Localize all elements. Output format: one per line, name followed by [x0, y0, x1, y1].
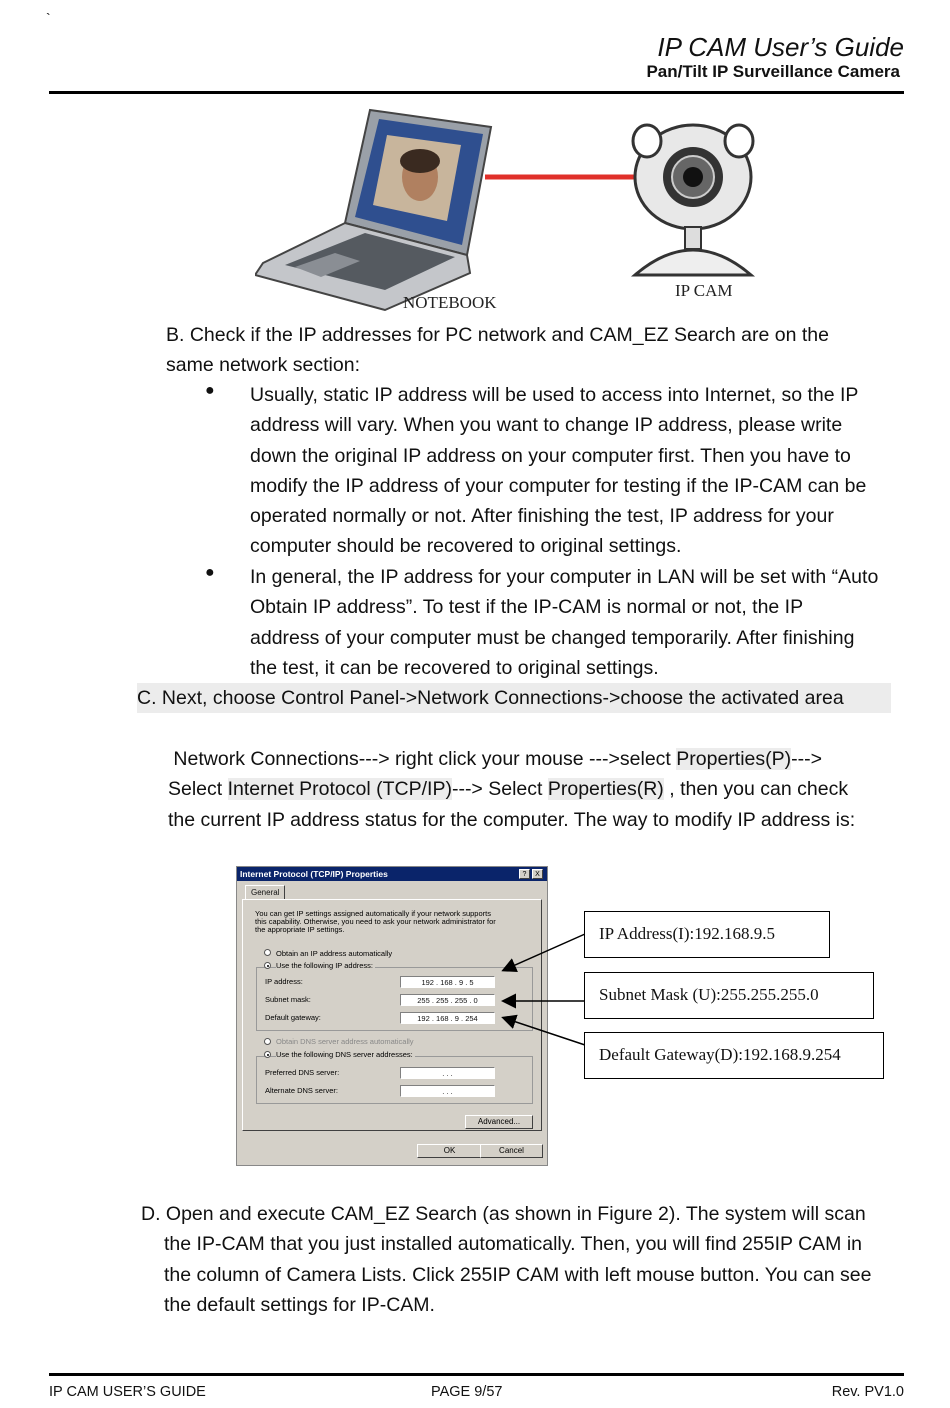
notebook-camera-illustration — [255, 105, 775, 315]
text-run: ---> Select — [451, 778, 548, 801]
close-button[interactable]: X — [532, 869, 543, 879]
header-title: IP CAM User’s Guide — [657, 32, 904, 62]
paragraph-line: the test, it can be recovered to original settings. — [250, 656, 659, 679]
camera-label: IP CAM — [675, 281, 733, 300]
paragraph-line — [168, 744, 855, 774]
paragraph-line: computer should be recovered to original settings. — [250, 535, 682, 558]
section-b-line: B. Check if the IP addresses for PC network and CAM_EZ Search are on the — [166, 324, 829, 346]
notebook-icon — [255, 110, 491, 310]
obtain-ip-radio[interactable] — [264, 949, 271, 956]
paragraph-line: down the original IP address on your computer first. Then you have to — [250, 444, 851, 467]
paragraph-line — [168, 774, 855, 804]
paragraph-line: the current IP address status for the computer. The way to modify IP address is: — [168, 808, 856, 831]
subnet-mask-label: Subnet mask: — [265, 995, 311, 1004]
use-ip-radio[interactable] — [264, 962, 271, 969]
section-b-line: same network section: — [166, 354, 361, 377]
section-c-paragraph — [168, 744, 855, 835]
ip-address-label: IP address: — [265, 977, 303, 986]
bullet-marker: ● — [205, 564, 215, 581]
alternate-dns-label: Alternate DNS server: — [265, 1086, 338, 1095]
header-tick: ` — [46, 10, 51, 26]
text-run: Network Connections---> right click your mouse --->select — [173, 748, 677, 770]
tab-general[interactable]: General — [245, 885, 285, 900]
bullet-paragraph-1 — [250, 380, 866, 562]
highlight-properties-r: Properties(R) — [547, 778, 664, 801]
section-c-heading: C. Next, choose Control Panel->Network Connections->choose the activated area — [137, 683, 891, 713]
bullet-paragraph-2 — [250, 562, 878, 683]
gateway-label: Default gateway: — [265, 1013, 321, 1022]
footer-left: IP CAM USER’S GUIDE — [49, 1384, 206, 1400]
use-dns-label: Use the following DNS server addresses: — [276, 1050, 413, 1059]
obtain-dns-label: Obtain DNS server address automatically — [276, 1037, 414, 1046]
arrow-ip — [504, 934, 585, 970]
paragraph-line: modify the IP address of your computer for testing if the IP-CAM can be — [250, 474, 867, 497]
section-b-heading — [166, 320, 829, 381]
obtain-dns-radio[interactable] — [264, 1038, 271, 1045]
preferred-dns-label: Preferred DNS server: — [265, 1068, 340, 1077]
paragraph-line: the column of Camera Lists. Click 255IP CAM with left mouse button. You can see — [164, 1263, 872, 1286]
use-ip-label: Use the following IP address: — [276, 961, 373, 970]
footer-page-number: PAGE 9/57 — [431, 1384, 503, 1400]
bullet-marker: ● — [205, 382, 215, 399]
paragraph-line: Obtain IP address”. To test if the IP-CAM is normal or not, the IP — [250, 596, 804, 619]
gateway-field[interactable]: 192 . 168 . 9 . 254 — [400, 1012, 495, 1024]
paragraph-line: address will vary. When you want to change IP address, please write — [250, 414, 843, 437]
advanced-button[interactable]: Advanced... — [465, 1115, 533, 1129]
intro-line: the appropriate IP settings. — [255, 925, 345, 934]
help-button[interactable]: ? — [519, 869, 530, 879]
callout-default-gateway: Default Gateway(D):192.168.9.254 — [584, 1032, 884, 1079]
header-rule — [49, 91, 904, 94]
dialog-title: Internet Protocol (TCP/IP) Properties — [237, 867, 547, 881]
paragraph-line: the default settings for IP-CAM. — [164, 1293, 435, 1316]
callout-subnet-mask: Subnet Mask (U):255.255.255.0 — [584, 972, 874, 1019]
ip-address-field[interactable]: 192 . 168 . 9 . 5 — [400, 976, 495, 988]
cancel-button[interactable]: Cancel — [480, 1144, 543, 1158]
text-run: , then you can check — [663, 778, 849, 801]
header-subtitle: Pan/Tilt IP Surveillance Camera — [646, 62, 900, 81]
text-run: ---> — [791, 748, 823, 770]
use-dns-radio[interactable] — [264, 1051, 271, 1058]
highlight-tcpip: Internet Protocol (TCP/IP) — [227, 778, 452, 801]
section-d-paragraph — [141, 1199, 871, 1320]
obtain-ip-label: Obtain an IP address automatically — [276, 949, 393, 958]
footer-rule — [49, 1373, 904, 1376]
text-run: Select — [168, 778, 228, 801]
paragraph-line: Usually, static IP address will be used to access into Internet, so the IP — [250, 384, 859, 406]
intro-line: this capability. Otherwise, you need to ask your network administrator for — [255, 917, 496, 926]
intro-line: You can get IP settings assigned automatically if your network supports — [255, 909, 491, 918]
paragraph-line: address of your computer must be changed temporarily. After finishing — [250, 626, 855, 649]
preferred-dns-field[interactable]: . . . — [400, 1067, 495, 1079]
alternate-dns-field[interactable]: . . . — [400, 1085, 495, 1097]
footer-revision: Rev. PV1.0 — [831, 1384, 904, 1400]
paragraph-line: D. Open and execute CAM_EZ Search (as shown in Figure 2). The system will scan — [141, 1203, 866, 1225]
highlight-properties-p: Properties(P) — [676, 748, 792, 770]
paragraph-line: In general, the IP address for your computer in LAN will be set with “Auto — [250, 566, 879, 588]
arrow-gateway — [504, 1018, 585, 1045]
ip-camera-icon — [633, 125, 753, 275]
notebook-label: NOTEBOOK — [403, 293, 497, 312]
ok-button[interactable]: OK — [417, 1144, 482, 1158]
paragraph-line: operated normally or not. After finishing the test, IP address for your — [250, 505, 834, 528]
subnet-mask-field[interactable]: 255 . 255 . 255 . 0 — [400, 994, 495, 1006]
paragraph-line: the IP-CAM that you just installed automatically. Then, you will find 255IP CAM in — [164, 1233, 863, 1256]
callout-ip-address: IP Address(I):192.168.9.5 — [584, 911, 830, 958]
